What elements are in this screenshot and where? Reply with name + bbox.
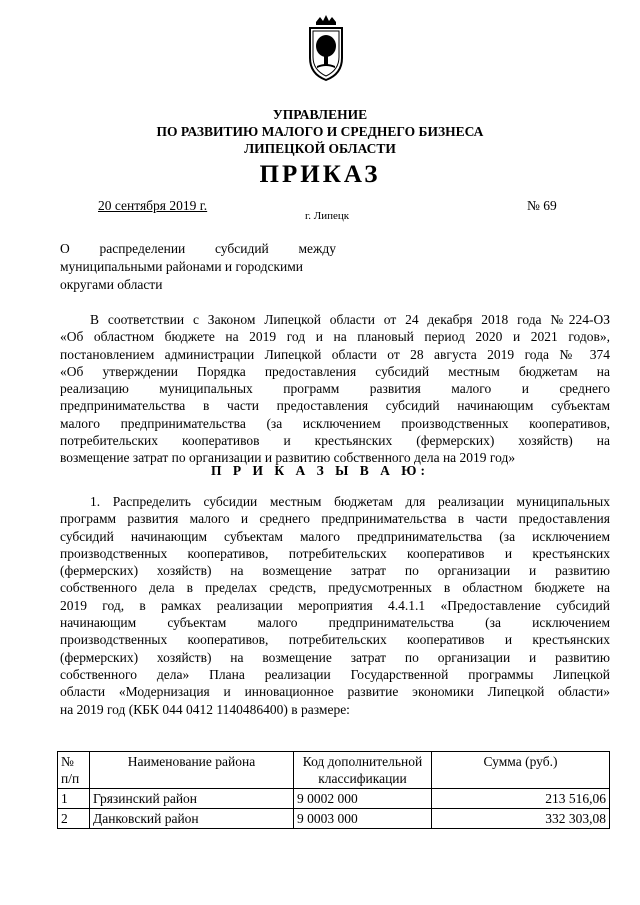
row-classification-code: 9 0003 000 (294, 809, 432, 829)
preamble-line: малого предпринимательства (за исключением производственных кооперативов, (60, 415, 610, 431)
subject-line: муниципальными районами и городскими (60, 259, 304, 274)
item-1-paragraph (60, 493, 610, 718)
header-number: № п/п (58, 752, 90, 789)
item-1-line: собственного дела в пределах средств, предусмотренных в областном бюджете на (60, 580, 610, 596)
preamble-line: потребительских кооперативов и крестьянских (фермерских) хозяйств) на (60, 433, 610, 449)
row-classification-code: 9 0002 000 (294, 789, 432, 809)
preamble-line: реализацию муниципальных программ развития малого и среднего (60, 381, 610, 397)
preamble-paragraph (60, 311, 610, 467)
org-name-line-3: ЛИПЕЦКОЙ ОБЛАСТИ (244, 141, 396, 156)
header-amount: Сумма (руб.) (432, 752, 610, 789)
item-1-line: начинающим субъектам малого предпринимательства (за исключением (60, 615, 610, 631)
header-classification-code: Код дополнительной классификации (294, 752, 432, 789)
item-1-line: производственных кооперативов, потребительских кооперативов и крестьянских (60, 545, 610, 561)
document-city: г. Липецк (305, 210, 350, 222)
item-1-line: на 2019 год (КБК 044 0412 1140486400) в размере: (60, 701, 350, 717)
org-name-line-2: ПО РАЗВИТИЮ МАЛОГО И СРЕДНЕГО БИЗНЕСА (156, 124, 484, 139)
document-number: № 69 (527, 198, 557, 213)
item-1-line: субсидий начинающим субъектам малого предпринимательства (за исключением (60, 528, 610, 544)
row-district-name: Данковский район (90, 809, 294, 829)
item-1-line: 1. Распределить субсидии местным бюджетам для реализации муниципальных (90, 494, 610, 509)
preamble-line: «Об областном бюджете на 2019 год и на плановый период 2020 и 2021 годов», (60, 329, 610, 345)
document-date: 20 сентября 2019 г. (98, 198, 208, 213)
item-1-line: производственных кооперативов, потребительских кооперативов и крестьянских (60, 632, 610, 648)
header-district-name: Наименование района (90, 752, 294, 789)
item-1-line: (фермерских) хозяйств) на возмещение затрат по организации и развитию (60, 563, 610, 579)
row-number: 2 (58, 809, 90, 829)
table-header-row (58, 752, 610, 789)
preamble-line: постановлением администрации Липецкой области от 28 августа 2019 года № 374 (60, 346, 610, 362)
preamble-line: В соответствии с Законом Липецкой области от 24 декабря 2018 года №224-ОЗ (90, 312, 610, 327)
document-subject (60, 240, 336, 294)
row-district-name: Грязинский район (90, 789, 294, 809)
item-1-line: области «Модернизация и инновационное развитие экономики Липецкой области» (60, 684, 610, 700)
subject-line: О распределении субсидий между (60, 241, 336, 256)
org-name-line-1: УПРАВЛЕНИЕ (272, 107, 368, 122)
order-heading: П Р И К А З Ы В А Ю: (211, 463, 429, 478)
row-number: 1 (58, 789, 90, 809)
subject-line: округами области (60, 277, 163, 292)
preamble-line: возмещение затрат по организации и развитию собственного дела на 2019 год» (60, 450, 516, 466)
row-amount: 332 303,08 (432, 809, 610, 829)
item-1-line: (фермерских) хозяйств) на возмещение затрат по организации и развитию (60, 649, 610, 665)
allocation-table (57, 751, 610, 829)
item-1-line: собственного дела» Плана реализации Государственной программы Липецкой (60, 666, 610, 682)
table-row (58, 789, 610, 809)
preamble-line: «Об утверждении Порядка предоставления субсидий местным бюджетам на (60, 363, 610, 379)
coat-of-arms-emblem (306, 14, 346, 82)
document-type-title: ПРИКАЗ (259, 161, 381, 188)
row-amount: 213 516,06 (432, 789, 610, 809)
preamble-line: предпринимательства в части предоставления субсидий начинающим субъектам (60, 398, 610, 414)
table-row (58, 809, 610, 829)
item-1-line: 2019 год, в рамках реализации мероприятия 4.4.1.1 «Предоставление субсидий (60, 597, 610, 613)
item-1-line: программ развития малого и среднего предпринимательства в части предоставления (60, 511, 610, 527)
